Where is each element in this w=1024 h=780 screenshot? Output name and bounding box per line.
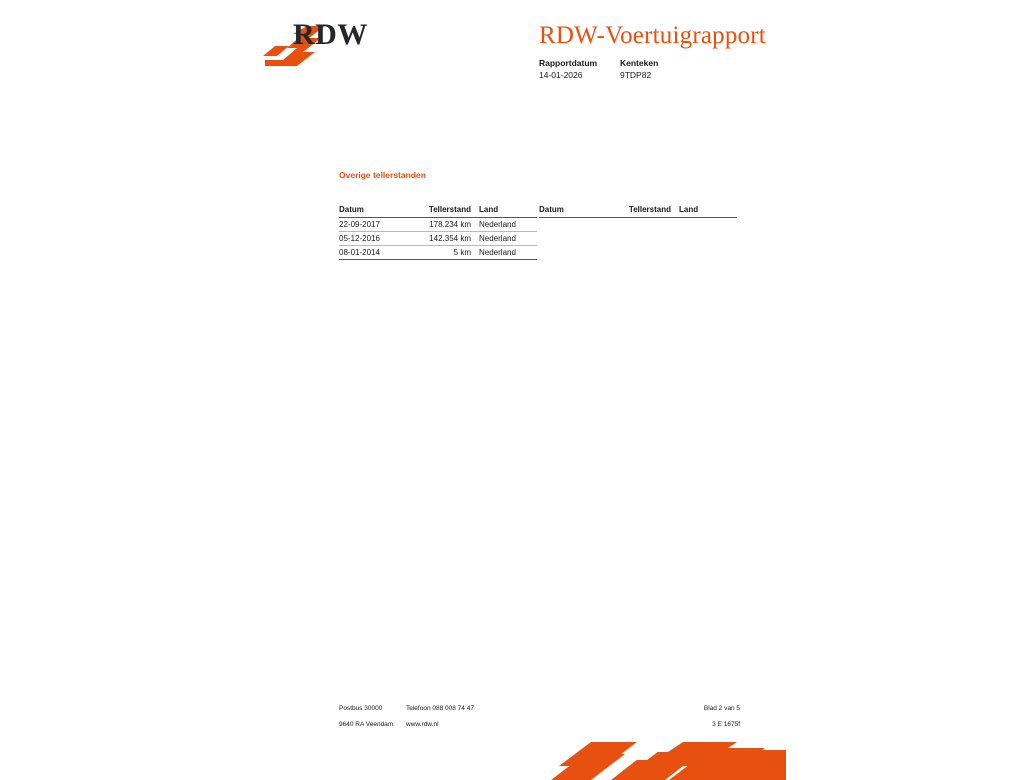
footer-address-line2: 9640 RA Veendam [339,721,394,728]
rdw-arrow-stripe-icon [551,740,786,780]
brand-wordmark: RDW [293,18,368,51]
footer-address-line1: Postbus 30000 [339,705,383,712]
column-header-country: Land [671,205,737,218]
meta-license-plate [620,57,658,81]
column-header-date: Datum [539,205,609,218]
cell-country: Nederland [471,246,537,260]
cell-odometer: 178.234 km [409,218,471,232]
meta-report-date [539,57,597,81]
meta-report-date-label: Rapportdatum [539,58,598,68]
footer-doc-code: 3 E 1675f [712,721,740,728]
column-header-country: Land [471,205,537,218]
meta-report-date-value: 14-01-2026 [539,70,583,80]
cell-date: 22-09-2017 [339,218,409,232]
table-header-row [539,205,737,218]
footer-page-info: Blad 2 van 5 [703,705,740,712]
column-header-odometer: Tellerstand [609,205,671,218]
meta-license-plate-value: 9TDP82 [620,70,652,80]
cell-date: 08-01-2014 [339,246,409,260]
odometer-table-left [339,205,516,260]
footer-phone: Telefoon 088 008 74 47 [406,705,474,712]
cell-odometer: 142.354 km [409,232,471,246]
table-header-row [339,205,537,218]
page-title: RDW-Voertuigrapport [539,22,766,49]
cell-date: 05-12-2016 [339,232,409,246]
footer-contact [406,701,474,733]
column-header-odometer: Tellerstand [409,205,471,218]
table-row [339,218,537,232]
footer-right [620,701,740,733]
cell-country: Nederland [471,218,537,232]
section-heading-overige-tellerstanden: Overige tellerstanden [339,170,426,180]
footer-address [339,701,393,733]
cell-country: Nederland [471,232,537,246]
table-row [339,246,537,260]
meta-license-plate-label: Kenteken [620,58,659,68]
column-header-date: Datum [339,205,409,218]
odometer-table-right [539,205,720,218]
cell-odometer: 5 km [409,246,471,260]
table-row [339,232,537,246]
footer-website[interactable]: www.rdw.nl [406,721,439,728]
